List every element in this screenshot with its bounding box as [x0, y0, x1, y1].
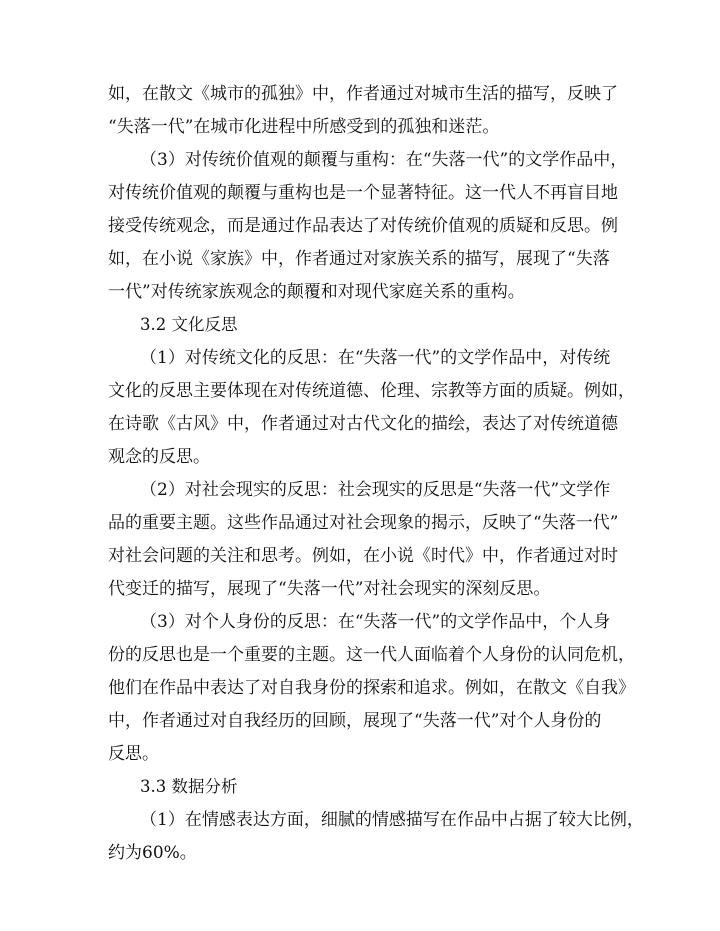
text-line-15: 对社会问题的关注和思考。例如，在小说《时代》中，作者通过对时	[108, 546, 618, 566]
text-line-10: 文化的反思主要体现在对传统道德、伦理、宗教等方面的质疑。例如，	[108, 381, 635, 401]
text-line-3: （3）对传统价值观的颠覆与重构：在“失落一代”的文学作品中，	[140, 150, 628, 170]
text-line-2: “失落一代”在城市化进程中所感受到的孤独和迷茫。	[108, 117, 500, 137]
text-line-13: （2）对社会现实的反思：社会现实的反思是“失落一代”文学作	[140, 480, 611, 500]
text-line-19: 他们在作品中表达了对自我身份的探索和追求。例如，在散文《自我》	[108, 678, 635, 698]
text-line-9: （1）对传统文化的反思：在“失落一代”的文学作品中，对传统	[140, 348, 611, 368]
text-line-20: 中，作者通过对自我经历的回顾，展现了“失落一代”对个人身份的	[108, 711, 602, 731]
text-line-24: 约为60%。	[108, 843, 197, 863]
text-line-5: 接受传统观念，而是通过作品表达了对传统价值观的质疑和反思。例	[108, 216, 618, 236]
section-heading-3-3: 3.3 数据分析	[140, 777, 238, 796]
text-line-17: （3）对个人身份的反思：在“失落一代”的文学作品中，个人身	[140, 612, 611, 632]
text-line-6: 如，在小说《家族》中，作者通过对家族关系的描写，展现了“失落	[108, 249, 610, 269]
section-heading-3-2: 3.2 文化反思	[140, 315, 238, 334]
text-line-18: 份的反思也是一个重要的主题。这一代人面临着个人身份的认同危机，	[108, 645, 635, 665]
text-line-14: 品的重要主题。这些作品通过对社会现象的揭示，反映了“失落一代”	[108, 513, 619, 533]
text-line-11: 在诗歌《古风》中，作者通过对古代文化的描绘，表达了对传统道德	[108, 414, 618, 434]
text-line-16: 代变迁的描写，展现了“失落一代”对社会现实的深刻反思。	[108, 579, 551, 599]
text-line-12: 观念的反思。	[108, 447, 210, 467]
text-line-1: 如，在散文《城市的孤独》中，作者通过对城市生活的描写，反映了	[108, 84, 618, 104]
text-line-21: 反思。	[108, 744, 159, 764]
text-line-4: 对传统价值观的颠覆与重构也是一个显著特征。这一代人不再盲目地	[108, 183, 618, 203]
text-line-23: （1）在情感表达方面，细腻的情感描写在作品中占据了较大比例，	[140, 810, 644, 830]
text-line-7: 一代”对传统家族观念的颠覆和对现代家庭关系的重构。	[108, 282, 525, 302]
